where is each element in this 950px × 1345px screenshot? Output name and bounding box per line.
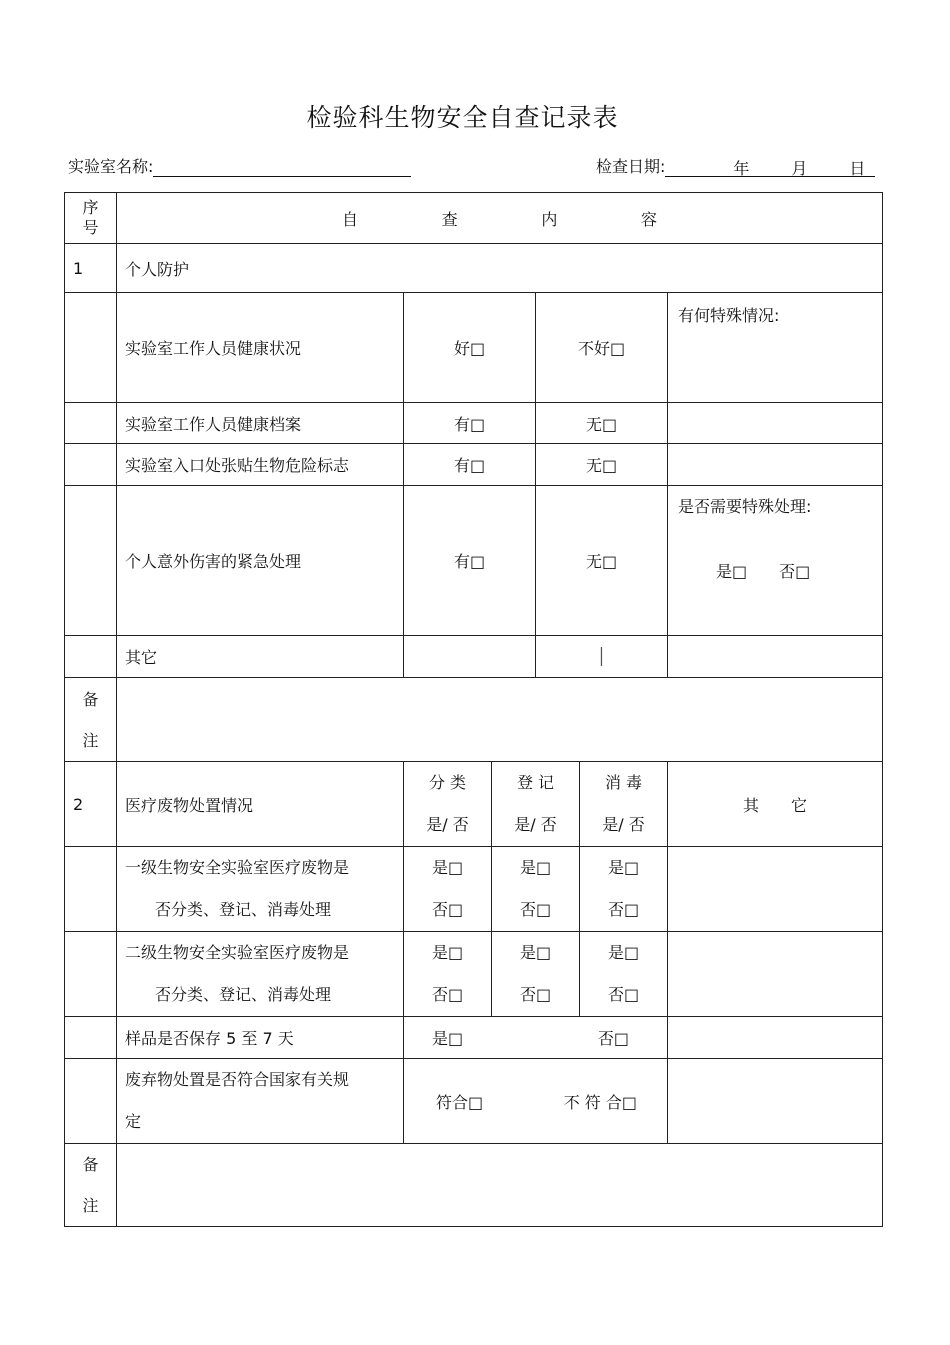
remark-cell[interactable] xyxy=(668,847,883,932)
register-choice[interactable]: 是□ 否□ xyxy=(492,932,580,1017)
option-no[interactable]: 无□ xyxy=(536,444,668,486)
row-item: 其它 xyxy=(117,636,404,678)
waste-no[interactable]: 不 符 合□ xyxy=(563,1092,637,1112)
row-item: 个人意外伤害的紧急处理 xyxy=(117,486,404,636)
option-yes[interactable]: 有□ xyxy=(404,403,536,444)
inspection-table xyxy=(64,192,883,1227)
option-yes[interactable]: 有□ xyxy=(404,444,536,486)
table-row xyxy=(65,847,883,932)
table-row xyxy=(65,444,883,486)
row-item: 废弃物处置是否符合国家有关规 定 xyxy=(117,1059,404,1144)
remark-cell[interactable] xyxy=(668,1059,883,1144)
note-row xyxy=(65,1144,883,1227)
lab-name-field xyxy=(68,154,411,178)
table-row xyxy=(65,403,883,444)
table-row xyxy=(65,1059,883,1144)
check-date-blank[interactable] xyxy=(665,156,875,177)
remark-cell[interactable] xyxy=(668,444,883,486)
sample-choice[interactable] xyxy=(404,1017,668,1059)
table-row xyxy=(65,486,883,636)
row-item: 样品是否保存 5 至 7 天 xyxy=(117,1017,404,1059)
disinfect-choice[interactable]: 是□ 否□ xyxy=(580,932,668,1017)
seq-header: 序 号 xyxy=(65,193,117,244)
classify-choice[interactable]: 是□ 否□ xyxy=(404,847,492,932)
sample-no[interactable]: 否□ xyxy=(597,1029,629,1048)
table-header-row xyxy=(65,193,883,244)
row-item: 实验室入口处张贴生物危险标志 xyxy=(117,444,404,486)
option-no[interactable]: 无□ xyxy=(536,486,668,636)
remark-cell[interactable] xyxy=(668,403,883,444)
row-item: 实验室工作人员健康状况 xyxy=(117,293,404,403)
note-cell[interactable] xyxy=(117,678,883,762)
check-date-field xyxy=(596,154,875,178)
section1-title-row xyxy=(65,244,883,293)
waste-yes[interactable]: 符合□ xyxy=(436,1092,484,1112)
page-title: 检验科生物安全自查记录表 xyxy=(306,103,619,132)
note-label: 备 注 xyxy=(65,1144,117,1227)
table-row xyxy=(65,932,883,1017)
disinfect-header: 消 毒 是/ 否 xyxy=(580,762,668,847)
register-choice[interactable]: 是□ 否□ xyxy=(492,847,580,932)
content-header: 自 查 内 容 xyxy=(117,193,883,244)
classify-header: 分 类 是/ 否 xyxy=(404,762,492,847)
special-handling-options[interactable]: 是□ 否□ xyxy=(716,562,811,581)
register-header: 登 记 是/ 否 xyxy=(492,762,580,847)
note-row xyxy=(65,678,883,762)
section2-number: 2 xyxy=(65,762,117,847)
section1-title: 个人防护 xyxy=(117,244,883,293)
section1-number: 1 xyxy=(65,244,117,293)
table-row xyxy=(65,293,883,403)
lab-name-blank[interactable] xyxy=(153,156,411,177)
remark-cell[interactable] xyxy=(668,1017,883,1059)
row-item: 一级生物安全实验室医疗废物是 否分类、登记、消毒处理 xyxy=(117,847,404,932)
option-yes[interactable]: 好□ xyxy=(404,293,536,403)
date-year-label: 年 xyxy=(733,159,750,178)
check-date-label: 检查日期: xyxy=(596,157,666,176)
table-row xyxy=(65,1017,883,1059)
date-month-label: 月 xyxy=(791,159,808,178)
table-row xyxy=(65,636,883,678)
row-item: 实验室工作人员健康档案 xyxy=(117,403,404,444)
disinfect-choice[interactable]: 是□ 否□ xyxy=(580,847,668,932)
special-handling-label: 是否需要特殊处理: xyxy=(678,497,812,516)
lab-name-label: 实验室名称: xyxy=(68,157,154,176)
section2-title: 医疗废物处置情况 xyxy=(117,762,404,847)
option-no[interactable]: 不好□ xyxy=(536,293,668,403)
sample-yes[interactable]: 是□ xyxy=(432,1029,464,1048)
option-yes[interactable]: 有□ xyxy=(404,486,536,636)
date-day-label: 日 xyxy=(849,159,866,178)
remark-cell[interactable] xyxy=(668,636,883,678)
classify-choice[interactable]: 是□ 否□ xyxy=(404,932,492,1017)
other-cell[interactable] xyxy=(404,636,536,678)
remark-cell[interactable] xyxy=(668,932,883,1017)
special-handling-cell[interactable] xyxy=(668,486,883,636)
section2-title-row xyxy=(65,762,883,847)
special-situation-cell[interactable]: 有何特殊情况: xyxy=(668,293,883,403)
other-cell[interactable]: │ xyxy=(536,636,668,678)
row-item: 二级生物安全实验室医疗废物是 否分类、登记、消毒处理 xyxy=(117,932,404,1017)
note-cell[interactable] xyxy=(117,1144,883,1227)
option-no[interactable]: 无□ xyxy=(536,403,668,444)
other-header: 其 它 xyxy=(668,762,883,847)
waste-choice[interactable] xyxy=(404,1059,668,1144)
note-label: 备 注 xyxy=(65,678,117,762)
